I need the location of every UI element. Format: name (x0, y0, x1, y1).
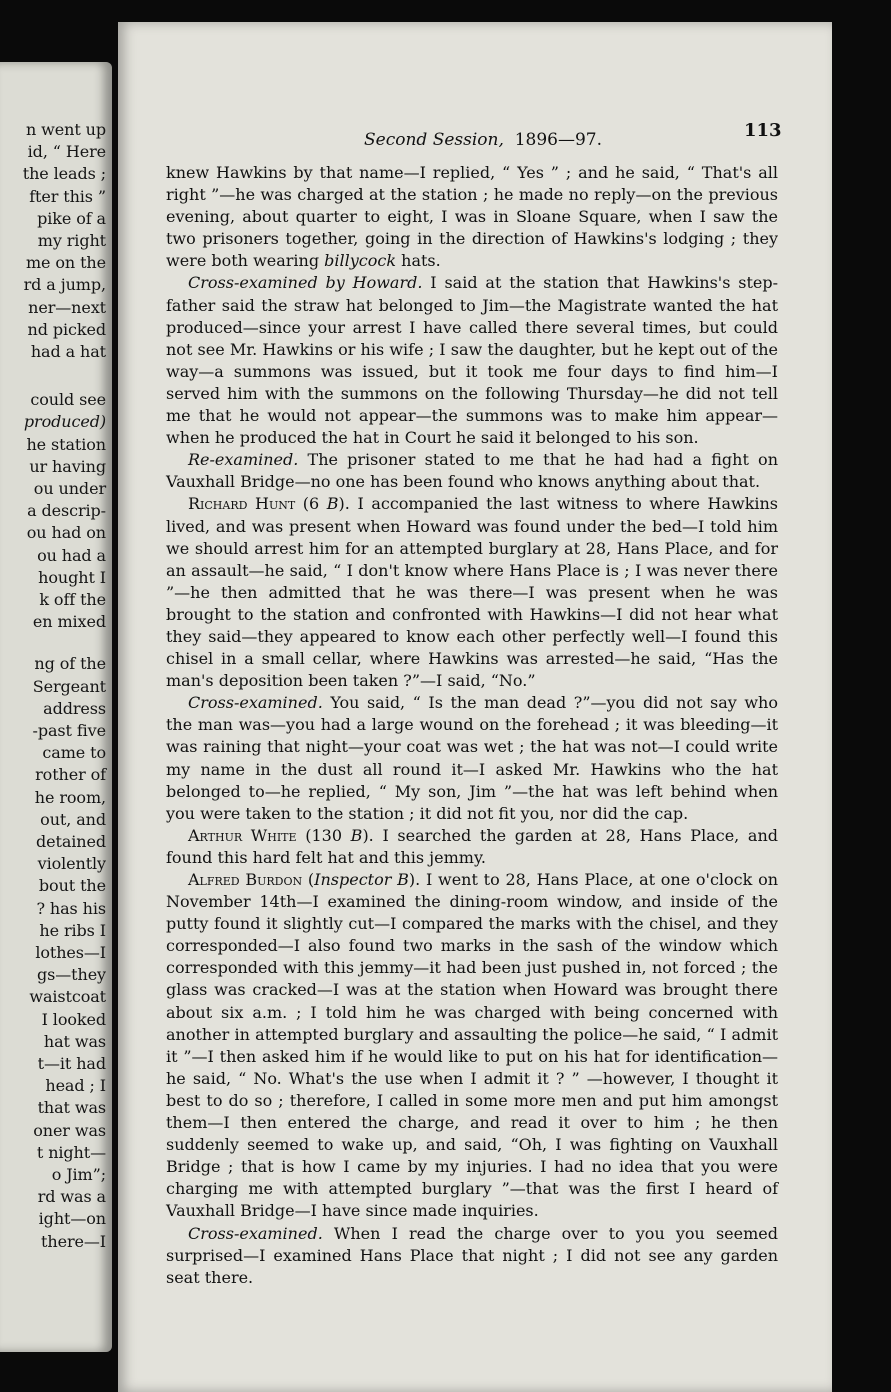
left-page-line: ner—next (28, 297, 106, 317)
left-page-line: n went up (25, 120, 106, 139)
paragraph-cross-examined-burdon: Cross-examined. When I read the charge over to you you seemed surprised—I examined Hans Place that night ; I did not see any garden seat there. (166, 1223, 779, 1287)
left-page-line: id, “ Here (27, 142, 106, 162)
left-page-line: rd was a (37, 1187, 106, 1207)
left-page-line: hat was (43, 1031, 106, 1051)
left-page-line: hought I (38, 567, 106, 587)
witness-name: Alfred Burdon (188, 870, 303, 889)
left-page-line: rother of (35, 765, 106, 785)
witness-name: Richard Hunt (188, 494, 296, 514)
section-label: Cross-examined. (188, 1223, 323, 1243)
paragraph-cross-examined-hunt: Cross-examined. You said, “ Is the man dead ?”—you did not say who the man was—you had a large wound on the forehead ; it was bleeding—it was raining that night—your coat was wet ; the hat was not—I could write my name in the dust all round it—I asked Mr. Hawkins who the hat belonged to—he replied, “ My son, Jim ”—the hat was left behind when you were taken to the station ; it did not fit you, nor did the cap. (166, 693, 778, 823)
left-page-line: waistcoat (29, 987, 106, 1007)
left-page-line: nd picked (27, 319, 106, 339)
left-page-line: t—it had (37, 1054, 106, 1073)
paragraph-arthur-white: Arthur White (130 B). I searched the garden at 28, Hans Place, and found this hard felt hat and this jemmy. (166, 825, 778, 867)
left-page-line: ? has his (36, 898, 106, 918)
paragraph-re-examined: Re-examined. The prisoner stated to me that he had had a fight on Vauxhall Bridge—no one has been found who knows anything about that. (166, 450, 778, 492)
left-page-line: o Jim”; (51, 1165, 106, 1184)
left-page-line: ur having (29, 456, 106, 476)
left-page-line: gs—they (37, 965, 106, 985)
left-page-line: could see (30, 390, 106, 410)
book-page (118, 22, 832, 1392)
paragraph-alfred-burdon: Alfred Burdon (Inspector B). I went to 28, Hans Place, at one o'clock on November 14th—I examined the dining-room window, and inside of the putty found it slightly cut—I compared the marks with the chisel, and they corresponded—I also found two marks in the sash of the window which corresponded with this jemmy—it had been just pushed in, not forced ; the glass was cracked—I was at the station when Howard was brought there about six a.m. ; I told him he was charged with being concerned with another in attempted burglary and assaulting the police—he said, “ I admit it ”—I then asked him if he would like to put on his hat for identification—he said, “ No. What's the use when I admit it ? ” —however, I thought it best to do so ; therefore, I called in some more men and put him amongst them—I then entered the charge, and read it over to him ; he then suddenly seemed to wake up, and said, “Oh, I was fighting on Vauxhall Bridge ; that is how I came by my injuries. I had no idea that you were charging me with attempted burglary ”—that was the first I heard of Vauxhall Bridge—I have since made inquiries. (166, 870, 778, 1221)
left-page-line: -past five (32, 721, 106, 740)
left-page-line: violently (37, 854, 106, 874)
left-page-line: that was (37, 1098, 106, 1118)
left-page-line: he station (26, 434, 106, 454)
left-page-line: ou under (33, 479, 106, 498)
witness-name: Arthur White (188, 825, 297, 845)
left-page-line: out, and (40, 809, 106, 829)
left-page-line: he ribs I (39, 920, 106, 940)
running-header (364, 130, 602, 150)
left-page-line: pike of a (37, 208, 106, 228)
left-page-line: t night— (36, 1142, 106, 1162)
session-years: 1896—97. (514, 130, 603, 150)
left-page-line: I looked (41, 1009, 106, 1029)
left-page-line: me on the (25, 253, 106, 273)
left-page-line: ou had a (37, 545, 106, 565)
left-page-line: a descrip- (27, 501, 106, 521)
left-page-line: bout the (38, 876, 106, 896)
left-page-line: produced) (23, 412, 106, 432)
paragraph-continuation: knew Hawkins by that name—I replied, “ Yes ” ; and he said, “ That's all right ”—he was charged at the station ; he made no reply—on the previous evening, about quarter to eight, I was in Sloane Square, when I saw the two prisoners together, going in the direction of Hawkins's lodging ; they were both wearing billycock hats. (166, 163, 778, 271)
left-page-line: lothes—I (35, 943, 106, 962)
left-page-line: en mixed (32, 612, 106, 632)
left-page-line: ou had on (26, 523, 106, 543)
left-page-line: there—I (41, 1231, 106, 1251)
left-page-line: k off the (39, 590, 106, 609)
left-page-line: oner was (33, 1120, 106, 1140)
facing-page-fragment (0, 62, 112, 1352)
section-label: Re-examined. (188, 450, 299, 470)
section-label: Cross-examined by Howard. (188, 273, 423, 293)
left-page-line: ight—on (38, 1209, 106, 1229)
paragraph-cross-examination-howard: Cross-examined by Howard. I said at the station that Hawkins's step-father said the straw hat belonged to Jim—the Magistrate wanted the hat produced—since your arrest I have called there several times, but could not see Mr. Hawkins or his wife ; I saw the daughter, but he kept out of the way—a summons was issued, but it took me four days to find him—I served him with the summons on the following Thursday—he did not tell me that he would not appear—the summons was to make him appear—when he produced the hat in Court he said it belonged to his son. (166, 273, 779, 448)
session-title: Second Session, (364, 130, 504, 150)
paragraph-richard-hunt: Richard Hunt (6 B). I accompanied the last witness to where Hawkins lived, and was present when Howard was found under the bed—I told him we should arrest him for an attempted burglary at 28, Hans Place, and for an assault—he said, “ I don't know where Hans Place is ; I was never there ”—he then admitted that he was there—I was present when he was brought to the station and confronted with Hawkins—I did not hear what they said—they appeared to know each other perfectly well—I found this chisel in a small cellar, where Hawkins was arrested—he said, “Has the man's deposition been taken ?”—I said, “No.” (166, 494, 779, 691)
left-page-line: Sergeant (32, 676, 106, 696)
left-page-line: rd a jump, (23, 275, 106, 295)
left-page-line: fter this ” (29, 186, 106, 206)
left-page-line: detained (35, 832, 106, 851)
left-page-line: he room, (34, 787, 106, 807)
left-page-line: address (43, 698, 106, 718)
body-text (166, 162, 778, 1289)
left-page-line: came to (42, 743, 106, 763)
left-page-line: ng of the (34, 654, 106, 674)
left-page-line: had a hat (30, 342, 106, 361)
section-label: Cross-examined. (188, 693, 323, 713)
left-page-line: head ; I (45, 1076, 106, 1096)
left-page-line: the leads ; (22, 164, 106, 184)
page-number: 113 (744, 120, 782, 141)
left-page-line: my right (37, 231, 106, 250)
